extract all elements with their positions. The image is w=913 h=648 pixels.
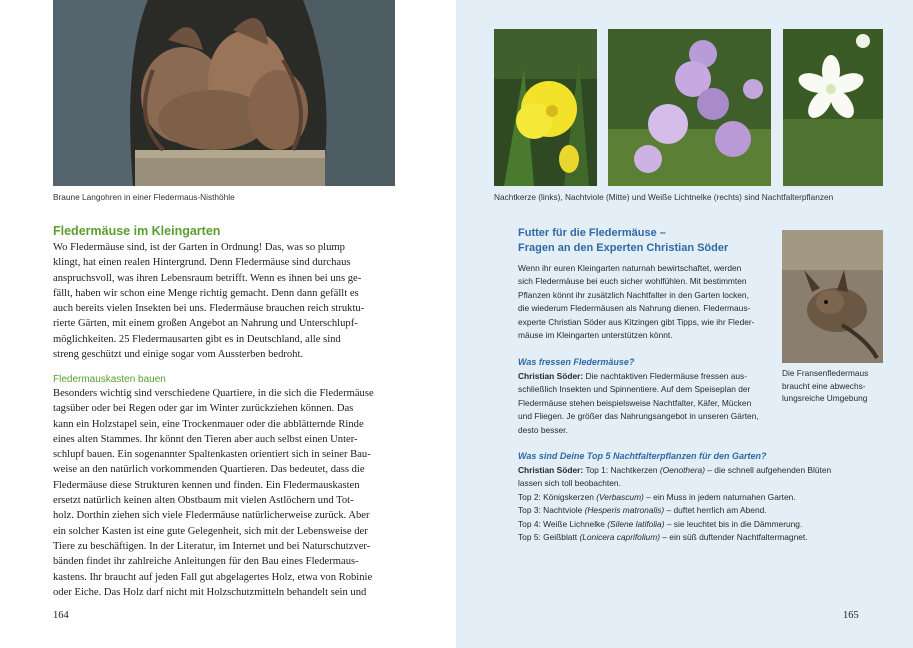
answer-2 bbox=[518, 464, 831, 544]
text-line: schlupf bauen. Ein sogenannter Spaltenkasten orientiert sich in seiner Bau- bbox=[53, 449, 371, 461]
text-line: sich Fledermäuse bei euch sicher wohlfühlen. Mit bestimmten bbox=[518, 276, 747, 287]
text-span: Top 2: Königskerzen bbox=[518, 491, 597, 502]
question-2: Was sind Deine Top 5 Nachtfalterpflanzen für den Garten? bbox=[518, 451, 767, 461]
page-number: 164 bbox=[53, 610, 69, 621]
text-span: Top 3: Nachtviole bbox=[518, 505, 585, 516]
text-line: fällt, haben wir schon eine Menge richtig gemacht. Denn dann gefällt es bbox=[53, 287, 359, 299]
subsection-heading: Fledermauskasten bauen bbox=[53, 374, 166, 385]
text-line: Tiere zu beschäftigen. In der Literatur, im Internet und bei Naturschutzver- bbox=[53, 540, 371, 552]
latin-name: (Verbascum) bbox=[596, 491, 644, 502]
question-1: Was fressen Fledermäuse? bbox=[518, 357, 635, 367]
text-line: mäuse im Kleingarten unterstützen könnt. bbox=[518, 330, 673, 341]
page-number: 165 bbox=[843, 610, 859, 621]
interview-heading-line2: Fragen an den Experten Christian Söder bbox=[518, 242, 729, 254]
text-line bbox=[518, 370, 759, 383]
text-line: lassen sich toll beobachten. bbox=[518, 478, 621, 489]
interview-heading-line1: Futter für die Fledermäuse – bbox=[518, 227, 666, 239]
text-line: holz. Dorthin ziehen sich viele Fledermäuse natürlicherweise zurück. Aber bbox=[53, 510, 370, 522]
speaker-name: Christian Söder: bbox=[518, 465, 584, 475]
text-line bbox=[518, 531, 831, 544]
text-line: streng geschützt und einige sogar vom Aussterben bedroht. bbox=[53, 349, 304, 361]
text-line: desto besser. bbox=[518, 424, 568, 435]
text-line: kann ein Holzstapel sein, eine Trockenmauer oder die abblätternde Rinde bbox=[53, 418, 364, 430]
text-line: Fledermäuse diese Strukturen kennen und finden. Ein Fledermauskasten bbox=[53, 479, 360, 491]
interview-intro bbox=[518, 262, 754, 342]
latin-name: (Lonicera caprifolium) bbox=[579, 532, 660, 543]
nest-box-paragraph bbox=[53, 386, 374, 600]
text-line: möglichkeiten. 25 Fledermausarten gibt es in Deutschland, alle sind bbox=[53, 333, 341, 345]
text-span: – die schnell aufgehenden Blüten bbox=[704, 465, 832, 475]
speaker-name: Christian Söder: bbox=[518, 371, 584, 381]
text-line: Wenn ihr euren Kleingarten naturnah bewirtschaftet, werden bbox=[518, 263, 742, 273]
text-line: braucht eine abwechs- bbox=[782, 380, 866, 391]
text-line: Pflanzen könnt ihr zusätzlich Nachtfalter in den Garten locken, bbox=[518, 289, 749, 300]
left-page bbox=[0, 0, 456, 648]
text-span: – ein süß duftender Nachtfaltermagnet. bbox=[659, 532, 808, 543]
text-line bbox=[518, 518, 831, 531]
dames-rocket-photo bbox=[608, 29, 771, 186]
natterers-bat-photo bbox=[782, 230, 883, 363]
plants-photo-caption: Nachtkerze (links), Nachtviole (Mitte) und Weiße Lichtnelke (rechts) sind Nachtfalterpflanzen bbox=[494, 192, 834, 202]
intro-paragraph bbox=[53, 240, 364, 362]
text-span: Top 1: Nachtkerzen bbox=[583, 465, 660, 475]
bats-nest-box-photo bbox=[53, 0, 395, 186]
text-span: Top 5: Geißblatt bbox=[518, 532, 580, 543]
bats-photo-caption: Braune Langohren in einer Fledermaus-Nisthöhle bbox=[53, 192, 235, 202]
text-line: Fledermäuse stehen beispielsweise Nachtfalter, Käfer, Mücken bbox=[518, 397, 752, 408]
latin-name: (Hesperis matronalis) bbox=[584, 505, 665, 516]
text-line: ein solcher Kasten ist eine gute Gelegenheit, sich mit der Lebensweise der bbox=[53, 525, 368, 537]
latin-name: (Oenothera) bbox=[659, 465, 705, 475]
bat-photo-caption bbox=[782, 367, 868, 405]
text-line: klingt, hat einen realen Hintergrund. Denn Fledermäuse sind durchaus bbox=[53, 257, 351, 269]
section-heading: Fledermäuse im Kleingarten bbox=[53, 224, 221, 238]
text-line bbox=[518, 464, 831, 477]
text-line: weise an den natürlich vorkommenden Quartieren. Das bedeutet, dass die bbox=[53, 464, 365, 476]
text-line bbox=[518, 504, 831, 517]
text-line: ersetzt natürlich keinen alten Obstbaum mit vielen Astlöchern und Tot- bbox=[53, 495, 354, 507]
text-line: kastens. Ihr braucht auf jeden Fall gut abgelagertes Holz, etwa von Robinie bbox=[53, 571, 373, 583]
text-span: Top 4: Weiße Lichnelke bbox=[518, 518, 608, 529]
text-span: – duftet herrlich am Abend. bbox=[664, 505, 767, 516]
text-line: und Fliegen. Je größer das Nahrungsangebot in unseren Gärten, bbox=[518, 411, 759, 422]
text-line: auch bereits vielen Insekten bei uns. Fledermäuse brauchen reich struktu- bbox=[53, 303, 365, 315]
text-line: Besonders wichtig sind verschiedene Quartiere, in die sich die Fledermäuse bbox=[53, 388, 374, 399]
text-line: Die Fransenfledermaus bbox=[782, 368, 869, 378]
text-span: – sie leuchtet bis in die Dämmerung. bbox=[664, 518, 803, 529]
right-page bbox=[456, 0, 913, 648]
text-line: experte Christian Söder aus Kitzingen gibt Tipps, wie ihr Fleder- bbox=[518, 316, 755, 327]
text-line: rierte Gärten, mit einem großen Angebot an Nahrung und Unterschlupf- bbox=[53, 318, 358, 330]
text-line: bänden findet ihr zahlreiche Anleitungen für den Bau eines Fledermaus- bbox=[53, 556, 359, 568]
text-line: eines alten Stammes. Ihr könnt den Tieren aber auch selbst einen Unter- bbox=[53, 433, 358, 445]
text-line: die wiederum Fledermäusen als Nahrung dienen. Fledermaus- bbox=[518, 303, 751, 314]
latin-name: (Silene latifolia) bbox=[607, 518, 665, 529]
text-line: schließlich Insekten und Spinnentiere. Auf dem Speiseplan der bbox=[518, 384, 751, 395]
text-line: anspruchsvoll, was ihren Lebensraum betrifft. Wenn es ihnen bei uns ge- bbox=[53, 272, 362, 284]
text-span: – ein Muss in jedem naturnahen Garten. bbox=[643, 491, 796, 502]
answer-1 bbox=[518, 370, 759, 437]
text-line: lungsreiche Umgebung bbox=[782, 393, 868, 403]
text-span: Die nachtaktiven Fledermäuse fressen aus- bbox=[583, 371, 748, 381]
text-line bbox=[518, 491, 831, 504]
white-campion-photo bbox=[783, 29, 883, 186]
text-line: Wo Fledermäuse sind, ist der Garten in Ordnung! Das, was so plump bbox=[53, 242, 345, 253]
text-line: oder Eiche. Das Holz darf nicht mit Holzschutzmitteln behandelt sein und bbox=[53, 586, 367, 598]
evening-primrose-photo bbox=[494, 29, 597, 186]
text-line: tagsüber oder bei Regen oder gar im Winter zurückziehen können. Das bbox=[53, 403, 354, 415]
